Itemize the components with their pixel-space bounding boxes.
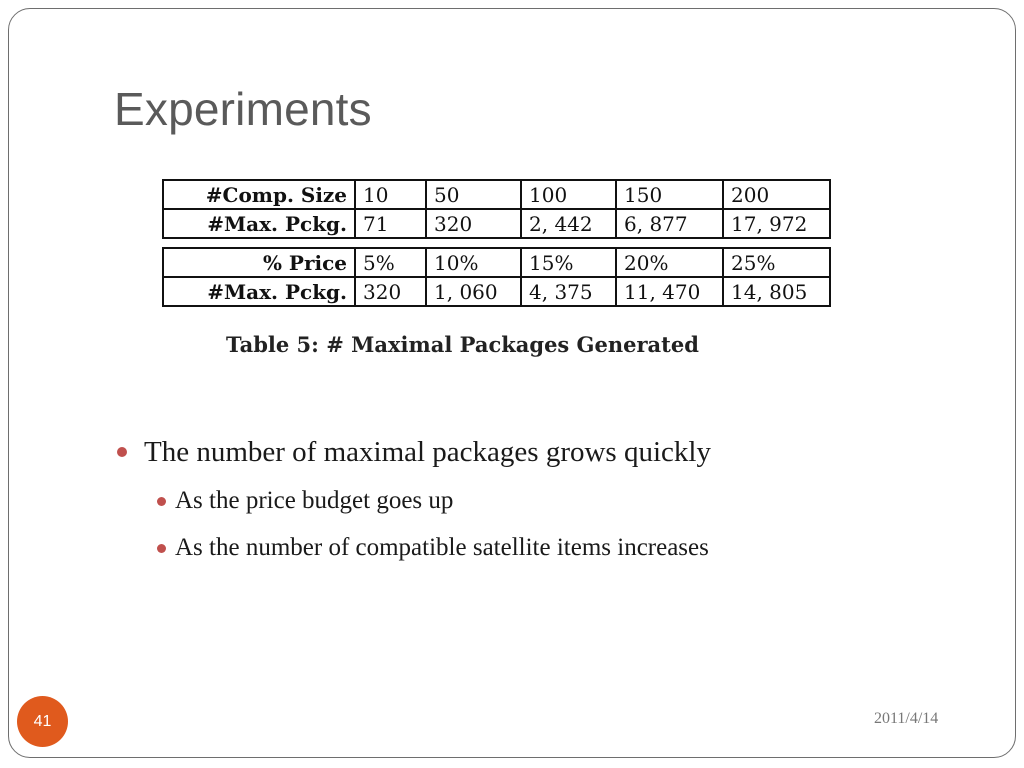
row-header: #Max. Pckg. <box>163 277 355 306</box>
slide-date: 2011/4/14 <box>874 710 939 727</box>
table-cell: 71 <box>355 209 426 238</box>
packages-table-price <box>162 247 831 307</box>
table-cell: 6, 877 <box>616 209 723 238</box>
bullet-item: The number of maximal packages grows quickly <box>144 436 711 468</box>
row-header: #Comp. Size <box>163 180 355 209</box>
table-cell: 50 <box>426 180 521 209</box>
table-row <box>163 209 830 238</box>
table-cell: 15% <box>521 248 616 277</box>
table-cell: 5% <box>355 248 426 277</box>
row-header: #Max. Pckg. <box>163 209 355 238</box>
table-caption: Table 5: # Maximal Packages Generated <box>226 332 699 357</box>
bullet-dot-icon <box>157 497 166 506</box>
table-row <box>163 277 830 306</box>
packages-table-comp-size <box>162 179 831 239</box>
table-cell: 4, 375 <box>521 277 616 306</box>
row-header: % Price <box>163 248 355 277</box>
table-cell: 20% <box>616 248 723 277</box>
sub-bullet-item: As the price budget goes up <box>175 487 454 514</box>
bullet-dot-icon <box>157 544 166 553</box>
page-number-badge: 41 <box>17 696 68 747</box>
table-cell: 100 <box>521 180 616 209</box>
table-cell: 320 <box>355 277 426 306</box>
table-row <box>163 248 830 277</box>
table-cell: 150 <box>616 180 723 209</box>
slide-title: Experiments <box>114 83 372 135</box>
table-cell: 11, 470 <box>616 277 723 306</box>
table-cell: 17, 972 <box>723 209 830 238</box>
table-row <box>163 180 830 209</box>
sub-bullet-item: As the number of compatible satellite items increases <box>175 534 709 561</box>
table-cell: 10% <box>426 248 521 277</box>
table-cell: 25% <box>723 248 830 277</box>
table-cell: 14, 805 <box>723 277 830 306</box>
table-cell: 2, 442 <box>521 209 616 238</box>
table-cell: 10 <box>355 180 426 209</box>
table-cell: 320 <box>426 209 521 238</box>
table-cell: 1, 060 <box>426 277 521 306</box>
table-cell: 200 <box>723 180 830 209</box>
bullet-dot-icon <box>117 447 127 457</box>
